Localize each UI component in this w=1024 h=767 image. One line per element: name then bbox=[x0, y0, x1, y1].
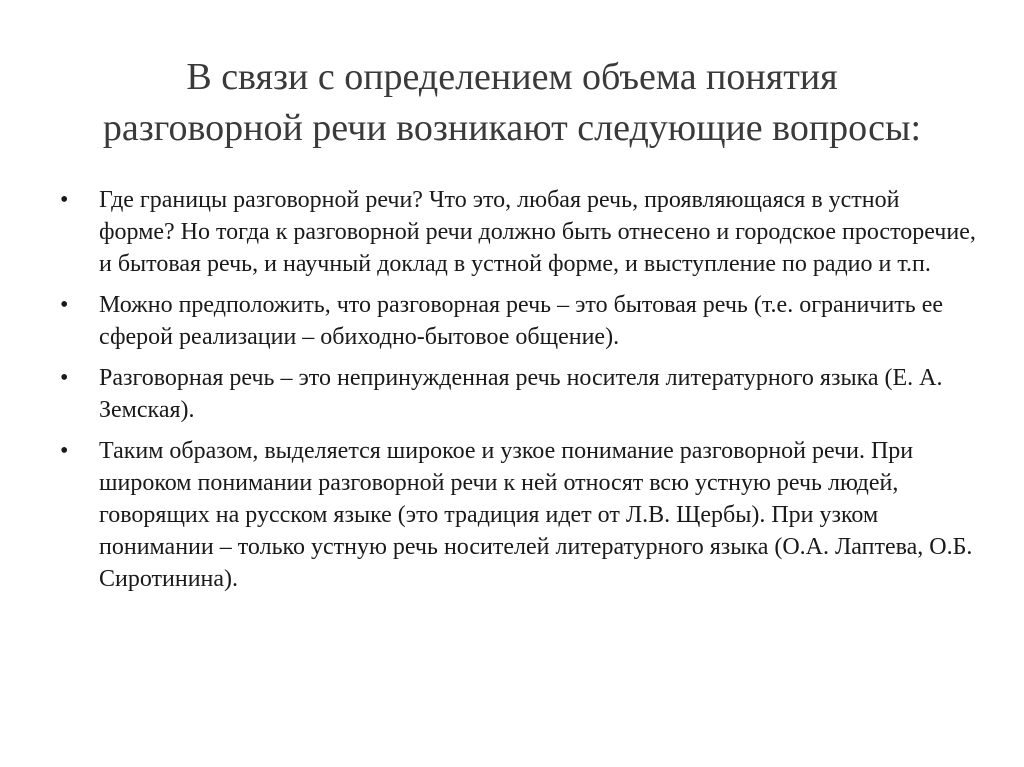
bullet-text: Разговорная речь – это непринужденная речь носителя литературного языка (Е. А. Земская). bbox=[99, 365, 943, 423]
bullet-icon: • bbox=[60, 438, 69, 464]
bullet-icon: • bbox=[60, 292, 69, 318]
bullet-text: Можно предположить, что разговорная речь – это бытовая речь (т.е. ограничить ее сферой реализации – обиходно-бытовое общение). bbox=[99, 292, 944, 350]
bullet-text: Таким образом, выделяется широкое и узкое понимание разговорной речи. При широком понимании разговорной речи к ней относят всю устную речь людей, говорящих на русском языке (это традиция идет от Л.В. Щербы). При узком понимании – только устную речь носителей литературного языка (О.А. Лаптева, О.Б. Сиротинина). bbox=[99, 438, 973, 592]
slide-title-line-1: В связи с определением объема понятия bbox=[186, 56, 838, 98]
bullet-item bbox=[60, 362, 980, 426]
slide-title bbox=[50, 52, 974, 154]
bullet-icon: • bbox=[60, 365, 69, 391]
bullet-item bbox=[60, 435, 980, 595]
bullet-item bbox=[60, 184, 980, 280]
bullet-list bbox=[60, 184, 980, 604]
slide-title-line-2: разговорной речи возникают следующие вопросы: bbox=[102, 107, 922, 149]
bullet-item bbox=[60, 289, 980, 353]
bullet-text: Где границы разговорной речи? Что это, любая речь, проявляющаяся в устной форме? Но тогда к разговорной речи должно быть отнесено и городское просторечие, и бытовая речь, и научный доклад в устной форме, и выступление по радио и т.п. bbox=[99, 187, 976, 277]
bullet-icon: • bbox=[60, 187, 69, 213]
